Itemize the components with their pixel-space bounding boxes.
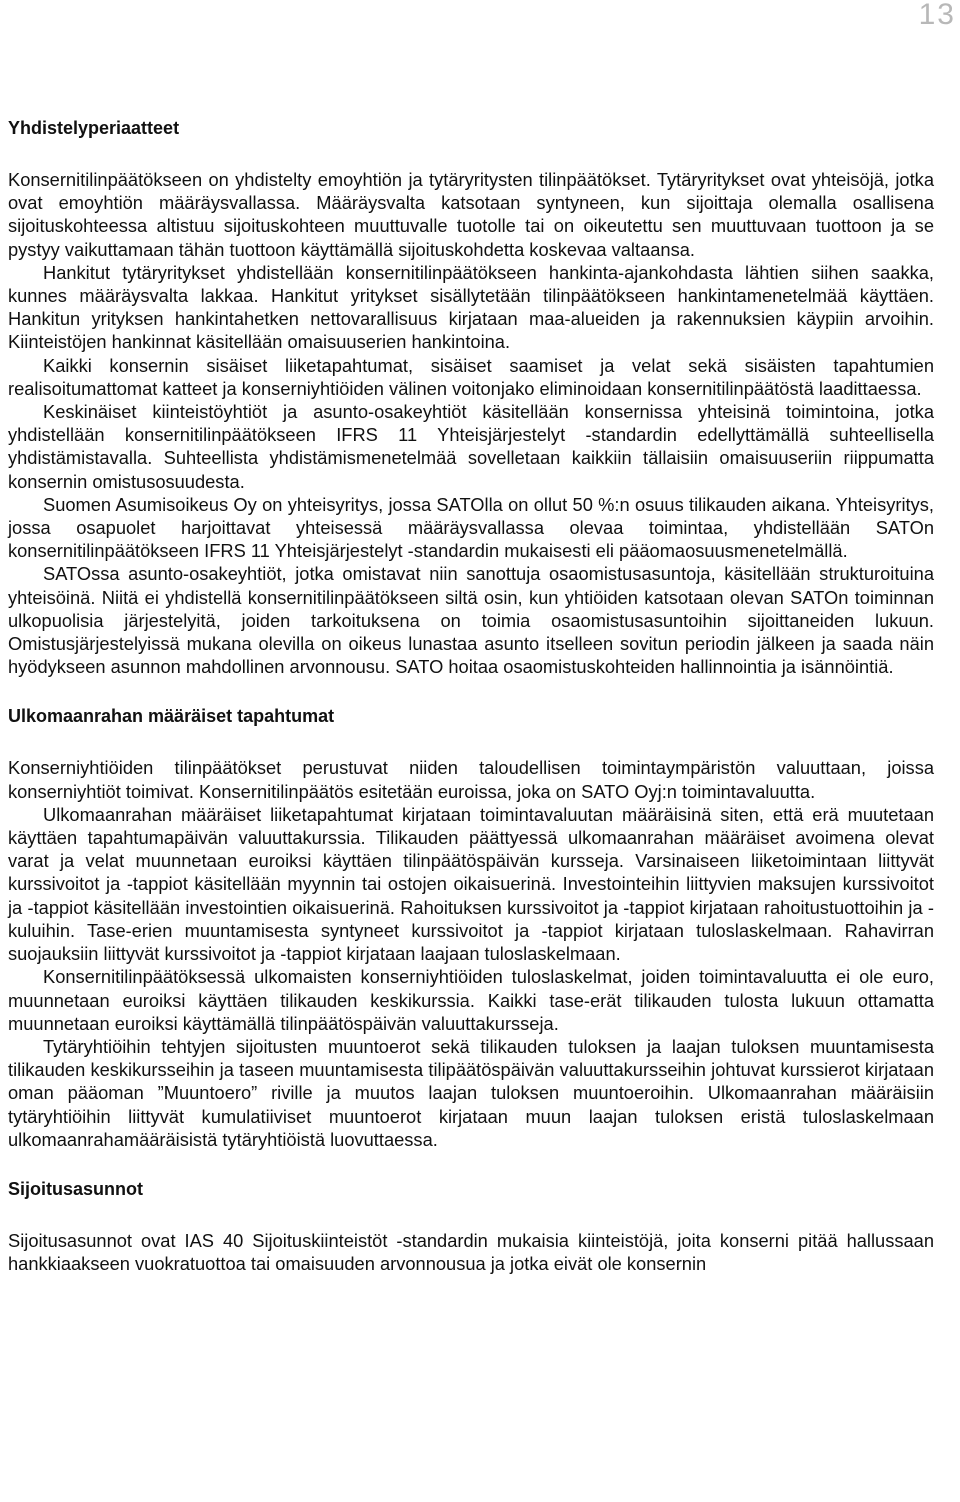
section-consolidation-principles	[8, 116, 934, 678]
paragraph: SATOssa asunto-osakeyhtiöt, jotka omistavat niin sanottuja osaomistusasuntoja, käsitellään strukturoituina yhteisöinä. Niitä ei yhdistellä konsernitilinpäätökseen siltä osin, kun yhtiöiden katsotaan olevan SATOn toiminnan ulkopuolisia järjestelyitä, joiden tarkoituksena on toimia osaomistusasuntoihin sijoittaneiden lukuun. Omistusjärjestelyissä mukana olevilla on oikeus lunastaa asunto itselleen sovitun periodin jälkeen ja saada näin hyödykseen asunnon mahdollinen arvonnousu. SATO hoitaa osaomistuskohteiden hallinnointia ja isännöintiä.	[8, 563, 934, 678]
paragraph: Hankitut tytäryritykset yhdistellään konsernitilinpäätökseen hankinta-ajankohdasta lähtien siihen saakka, kunnes määräysvalta lakkaa. Hankitut yritykset sisällytetään tilinpäätökseen hankintamenetelmää käyttäen. Hankitun yrityksen hankintahetken nettovarallisuus kirjataan maa-alueiden ja rakennuksien käypiin arvoihin. Kiinteistöjen hankinnat käsitellään omaisuuserien hankintoina.	[8, 261, 934, 353]
section-heading: Sijoitusasunnot	[8, 1178, 143, 1199]
paragraph: Ulkomaanrahan määräiset liiketapahtumat kirjataan toimintavaluutan määräisinä siten, että erä muutetaan käyttäen tapahtumapäivän valuuttakurssia. Tilikauden päättyessä ulkomaanrahan määräiset avoimena olevat varat ja velat muunnetaan euroiksi käyttäen tilinpäätöspäivän kursseja. Varsinaiseen liiketoimintaan liittyvät kurssivoitot ja -tappiot käsitellään myynnin tai ostojen oikaisuerinä. Investointeihin liittyvien maksujen kurssivoitot ja -tappiot käsitellään investointien oikaisuerinä. Rahoituksen kurssivoitot ja -tappiot kirjataan rahoitustuottoihin ja -kuluihin. Tase-erien muuntamisesta syntyneet kurssivoitot ja -tappiot kirjataan tuloslaskelmaan. Rahavirran suojauksiin liittyvät kurssivoitot ja -tappiot kirjataan laajaan tuloslaskelmaan.	[8, 803, 934, 965]
paragraph: Konsernitilinpäätökseen on yhdistelty emoyhtiön ja tytäryritysten tilinpäätökset. Tytäryritykset ovat yhteisöjä, jotka ovat emoyhtiön määräysvallassa. Määräysvalta katsotaan syntyneen, kun sijoittaja olemalla osallisena sijoituskohteessa altistuu sijoituskohteen muuttuvalle tuotolle tai on oikeutettu sen muuttuvaan tuottoon ja se pystyy vaikuttamaan tähän tuottoon käyttämällä sijoituskohdetta koskevaa valtaansa.	[8, 169, 934, 260]
paragraph: Kaikki konsernin sisäiset liiketapahtumat, sisäiset saamiset ja velat sekä sisäisten tapahtumien realisoitumattomat katteet ja konserniyhtiöiden välinen voitonjako eliminoidaan konsernitilinpäätöstä laadittaessa.	[8, 354, 934, 399]
section-heading: Ulkomaanrahan määräiset tapahtumat	[8, 706, 335, 727]
paragraph: Konsernitilinpäätöksessä ulkomaisten konserniyhtiöiden tuloslaskelmat, joiden toimintavaluutta ei ole euro, muunnetaan euroiksi käyttäen tilikauden keskikurssia. Kaikki tase-erät tilikauden tulosta lukuun ottamatta muunnetaan euroiksi käyttämällä tilinpäätöspäivän valuuttakursseja.	[8, 966, 934, 1034]
paragraph: Konserniyhtiöiden tilinpäätökset perustuvat niiden taloudellisen toimintaympäristön valuuttaan, joissa konserniyhtiöt toimivat. Konsernitilinpäätös esitetään euroissa, joka on SATO Oyj:n toimintavaluutta.	[8, 757, 934, 802]
page-number: 13	[918, 0, 956, 31]
section-heading: Yhdistelyperiaatteet	[8, 118, 180, 138]
paragraph: Sijoitusasunnot ovat IAS 40 Sijoituskiinteistöt -standardin mukaisia kiinteistöjä, joita konserni pitää hallussaan hankkiaakseen vuokratuottoa tai omaisuuden arvonnousua ja jotka eivät ole konsernin	[8, 1229, 934, 1275]
section-investment-properties	[8, 1177, 934, 1275]
document-body	[8, 116, 934, 1275]
section-foreign-currency	[8, 704, 934, 1150]
paragraph: Suomen Asumisoikeus Oy on yhteisyritys, jossa SATOlla on ollut 50 %:n osuus tilikauden aikana. Yhteisyritys, jossa osapuolet harjoittavat yhteisessä määräysvallassa olevaa toimintaa, yhdistellään SATOn konsernitilinpäätökseen IFRS 11 Yhteisjärjestelyt -standardin mukaisesti eli pääomaosuusmenetelmällä.	[8, 493, 934, 562]
paragraph: Tytäryhtiöihin tehtyjen sijoitusten muuntoerot sekä tilikauden tuloksen ja laajan tuloksen muuntamisesta tilikauden keskikursseihin ja taseen muuntamisesta tilipäätöspäivän valuuttakursseihin johtuvat kurssierot kirjataan oman pääoman ”Muuntoero” riville ja muutos laajan tuloksen muuntoeroihin. Ulkomaanrahan määräisiin tytäryhtiöihin liittyvät kumulatiiviset muuntoerot kirjataan muun laajan tuloksen eristä tuloslaskelmaan ulkomaanrahamääräisistä tytäryhtiöistä luovuttaessa.	[8, 1035, 934, 1150]
paragraph: Keskinäiset kiinteistöyhtiöt ja asunto-osakeyhtiöt käsitellään konsernissa yhteisinä toimintoina, jotka yhdistellään konsernitilinpäätökseen IFRS 11 Yhteisjärjestelyt -standardin edellyttämällä suhteellisella yhdistämistavalla. Suhteellista yhdistämismenetelmää sovelletaan kaikkiin tällaisiin omaisuuseriin riippumatta konsernin omistusosuudesta.	[8, 401, 934, 492]
